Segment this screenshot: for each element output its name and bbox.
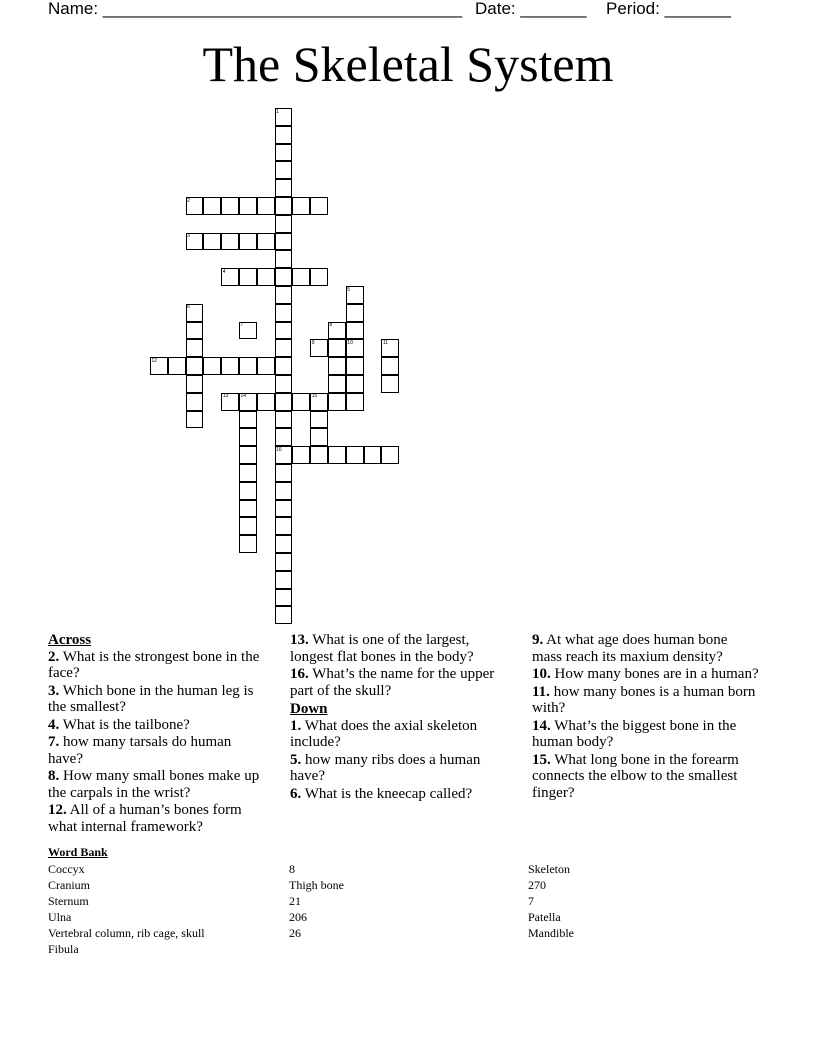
word-bank-item: Thigh bone: [289, 878, 344, 892]
crossword-cell[interactable]: [239, 357, 257, 375]
crossword-cell[interactable]: [275, 357, 293, 375]
crossword-cell[interactable]: [257, 268, 275, 286]
crossword-cell[interactable]: [186, 393, 204, 411]
crossword-cell[interactable]: [275, 286, 293, 304]
page-title: The Skeletal System: [202, 36, 614, 92]
clue-down-11: 11. how many bones is a human born with?: [532, 683, 756, 716]
crossword-cell[interactable]: [239, 197, 257, 215]
clue-down-14: 14. What’s the biggest bone in the human body?: [532, 717, 737, 750]
crossword-cell[interactable]: [381, 446, 399, 464]
crossword-cell[interactable]: [275, 375, 293, 393]
crossword-cell[interactable]: [275, 464, 293, 482]
word-bank-title: Word Bank: [48, 845, 108, 859]
clue-number: 9: [311, 339, 315, 346]
crossword-cell[interactable]: [257, 197, 275, 215]
crossword-cell[interactable]: [381, 375, 399, 393]
clue-down-9: 9. At what age does human bone mass reach its maxium density?: [532, 632, 728, 665]
period-field[interactable]: Period: _______: [606, 0, 731, 18]
crossword-cell[interactable]: [275, 268, 293, 286]
crossword-cell[interactable]: [239, 233, 257, 251]
crossword-cell[interactable]: [275, 393, 293, 411]
clue-number: 4: [222, 268, 226, 275]
clue-across-3: 3. Which bone in the human leg is the smallest?: [48, 682, 254, 715]
crossword-cell[interactable]: [310, 446, 328, 464]
clue-number: 7: [240, 322, 244, 329]
word-bank-item: 21: [289, 894, 301, 908]
crossword-cell[interactable]: [203, 233, 221, 251]
clue-number: 10: [347, 339, 353, 346]
clue-number: 12: [151, 357, 158, 364]
clue-down-15: 15. What long bone in the forearm connects the elbow to the smallest finger?: [532, 751, 739, 801]
crossword-cell[interactable]: [275, 517, 293, 535]
crossword-cell[interactable]: [186, 375, 204, 393]
crossword-cell[interactable]: [275, 144, 293, 162]
clue-column-2: [290, 630, 512, 803]
word-bank-item: Cranium: [48, 878, 90, 892]
clue-across-13: 13. What is one of the largest, longest flat bones in the body?: [290, 632, 474, 665]
clue-number: 11: [382, 339, 389, 346]
crossword-cell[interactable]: [221, 197, 239, 215]
crossword-cell[interactable]: [346, 375, 364, 393]
crossword-cell[interactable]: [328, 446, 346, 464]
crossword-cell[interactable]: [275, 571, 293, 589]
crossword-cell[interactable]: [364, 446, 382, 464]
clue-down-10: 10. How many bones are in a human?: [532, 666, 759, 682]
clue-number: 8: [329, 322, 333, 329]
word-bank-column-3: [528, 861, 574, 941]
crossword-cell[interactable]: [186, 322, 204, 340]
crossword-cell[interactable]: [203, 357, 221, 375]
crossword-cell[interactable]: [257, 357, 275, 375]
crossword-cell[interactable]: [275, 197, 293, 215]
crossword-cell[interactable]: [275, 589, 293, 607]
word-bank-item: Sternum: [48, 894, 89, 908]
crossword-cell[interactable]: [275, 339, 293, 357]
clue-column-3: [532, 630, 760, 802]
crossword-cell[interactable]: [203, 197, 221, 215]
crossword-cell[interactable]: [346, 357, 364, 375]
word-bank-item: Mandible: [528, 926, 574, 940]
across-heading: Across: [48, 632, 92, 648]
clue-across-4: 4. What is the tailbone?: [48, 716, 190, 733]
crossword-cell[interactable]: [346, 446, 364, 464]
clue-number: 3: [187, 233, 190, 240]
crossword-cell[interactable]: [239, 411, 257, 429]
word-bank-item: 7: [528, 894, 534, 908]
crossword-cell[interactable]: [275, 179, 293, 197]
clue-number: 13: [222, 393, 229, 400]
crossword-cell[interactable]: [275, 126, 293, 144]
crossword-cell[interactable]: [275, 553, 293, 571]
crossword-cell[interactable]: [292, 446, 310, 464]
crossword-cell[interactable]: [239, 500, 257, 518]
word-bank-item: Coccyx: [48, 862, 85, 876]
word-bank-item: Vertebral column, rib cage, skull: [48, 926, 205, 940]
crossword-cell[interactable]: [275, 215, 293, 233]
crossword-cell[interactable]: [328, 357, 346, 375]
clue-number: 6: [187, 304, 190, 311]
crossword-cell[interactable]: [292, 268, 310, 286]
crossword-cell[interactable]: [328, 375, 346, 393]
crossword-cell[interactable]: [221, 233, 239, 251]
word-bank-item: 8: [289, 862, 295, 876]
word-bank-item: 270: [528, 878, 546, 892]
crossword-cell[interactable]: [275, 161, 293, 179]
crossword-cell[interactable]: [275, 233, 293, 251]
crossword-cell[interactable]: [346, 322, 364, 340]
crossword-cell[interactable]: [346, 304, 364, 322]
crossword-cell[interactable]: [310, 197, 328, 215]
clue-column-1: [48, 630, 270, 836]
word-bank-column-2: [289, 861, 344, 941]
crossword-cell[interactable]: [292, 393, 310, 411]
crossword-cell[interactable]: [275, 250, 293, 268]
crossword-cell[interactable]: [292, 197, 310, 215]
clue-number: 1: [276, 108, 279, 115]
crossword-cell[interactable]: [239, 517, 257, 535]
clue-across-2: 2. What is the strongest bone in the face?: [48, 648, 260, 681]
crossword-cell[interactable]: [186, 411, 204, 429]
word-bank-item: Skeleton: [528, 862, 570, 876]
clue-down-6: 6. What is the kneecap called?: [290, 785, 473, 802]
crossword-cell[interactable]: [168, 357, 186, 375]
crossword-cell[interactable]: [275, 606, 293, 624]
word-bank-item: Fibula: [48, 942, 79, 956]
crossword-cell[interactable]: [310, 428, 328, 446]
crossword-cell[interactable]: [186, 357, 204, 375]
clue-number: 5: [347, 286, 351, 293]
clue-down-5: 5. how many ribs does a human have?: [290, 751, 481, 784]
crossword-cell[interactable]: [328, 339, 346, 357]
crossword-cell[interactable]: [275, 482, 293, 500]
clue-number: 2: [187, 197, 190, 204]
crossword-cell[interactable]: [186, 339, 204, 357]
clue-number: 14: [240, 393, 247, 400]
down-heading: Down: [290, 701, 328, 717]
crossword-cell[interactable]: [275, 500, 293, 518]
clue-number: 16: [276, 446, 282, 453]
crossword-cell[interactable]: [310, 411, 328, 429]
clue-down-1: 1. What does the axial skeleton include?: [290, 717, 478, 750]
clue-across-8: 8. How many small bones make up the carpals in the wrist?: [48, 768, 260, 801]
clue-across-7: 7. how many tarsals do human have?: [48, 734, 232, 767]
date-field[interactable]: Date: _______: [475, 0, 587, 18]
crossword-cell[interactable]: [221, 357, 239, 375]
crossword-cell[interactable]: [275, 428, 293, 446]
clue-across-12: 12. All of a human’s bones form what internal framework?: [48, 802, 242, 835]
word-bank-item: Patella: [528, 910, 561, 924]
crossword-cell[interactable]: [275, 322, 293, 340]
word-bank-item: 206: [289, 910, 307, 924]
crossword-cell[interactable]: [346, 393, 364, 411]
crossword-cell[interactable]: [257, 393, 275, 411]
crossword-cell[interactable]: [257, 233, 275, 251]
crossword-cell[interactable]: [328, 393, 346, 411]
crossword-cell[interactable]: [239, 428, 257, 446]
word-bank-item: 26: [289, 926, 301, 940]
crossword-cell[interactable]: [239, 268, 257, 286]
clue-number: 15: [311, 393, 318, 400]
crossword-cell[interactable]: [381, 357, 399, 375]
word-bank-item: Ulna: [48, 910, 72, 924]
crossword-cell[interactable]: [275, 304, 293, 322]
crossword-cell[interactable]: [275, 535, 293, 553]
clue-across-16: 16. What’s the name for the upper part of the skull?: [290, 666, 495, 699]
crossword-cell[interactable]: [310, 268, 328, 286]
name-field[interactable]: Name: ______________________________________: [48, 0, 463, 18]
word-bank-column-1: [48, 861, 205, 957]
crossword-cell[interactable]: [239, 446, 257, 464]
crossword-cell[interactable]: [275, 411, 293, 429]
crossword-cell[interactable]: [239, 482, 257, 500]
crossword-cell[interactable]: [239, 464, 257, 482]
crossword-cell[interactable]: [239, 535, 257, 553]
